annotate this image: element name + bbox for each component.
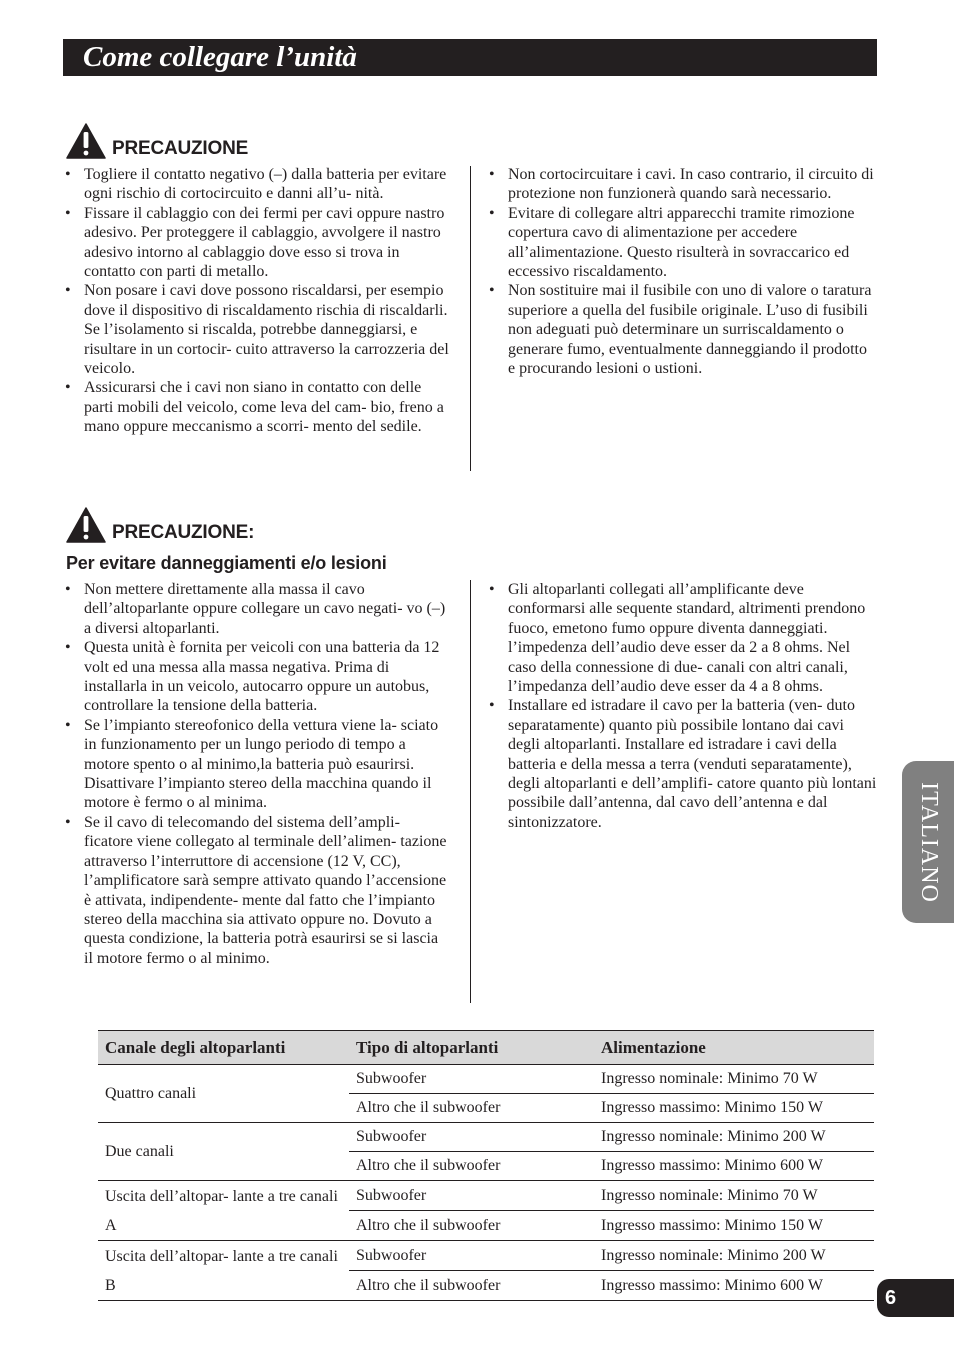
table-row [98,1181,874,1211]
speaker-type-cell: Altro che il subwoofer [349,1211,594,1241]
list-item: • Fissare il cablaggio con dei fermi per cavi oppure nastro adesivo. Per proteggere il cablaggio, avvolgere il nastro adesivo intorno al cablaggio dove esso si trova in contatto con parti di metallo. [64,204,450,282]
speaker-power-table [98,1030,874,1301]
power-cell: Ingresso massimo: Minimo 150 W [594,1094,874,1123]
caution-heading-2 [66,507,254,543]
channel-cell: Due canali [98,1123,349,1181]
caution-list-left [64,165,450,437]
power-cell: Ingresso massimo: Minimo 150 W [594,1211,874,1241]
list-item: • Installare ed istradare il cavo per la batteria (ven- duto separatamente) quanto più possibile lontano dai cavi degli altoparlanti. Installare ed istradare i cavi della batteria e della messa a terra (venduti separatamente), degli altoparlanti e dell’amplifi- catore quanto più lontani possibile dall’antenna, dal cavo dell’antenna e dal sintonizzatore. [488,696,878,832]
channel-cell: Uscita dell’altopar- lante a tre canali B [98,1241,349,1301]
caution-label: PRECAUZIONE [112,138,249,159]
list-item: • Non posare i cavi dove possono riscaldarsi, per esempio dove il dispositivo di riscaldamento rischia di riscaldarli. Se l’isolamento si riscalda, potrebbe danneggiarsi, e risultare in un cortocir- cuito attraverso la carrozzeria del veicolo. [64,281,450,378]
language-tab [902,761,954,923]
speaker-type-cell: Subwoofer [349,1123,594,1152]
power-cell: Ingresso nominale: Minimo 70 W [594,1181,874,1211]
list-item: • Assicurarsi che i cavi non siano in contatto con delle parti mobili del veicolo, come leva del cam- bio, freno a mano oppure meccanismo a scorri- mento del sedile. [64,378,450,436]
caution-label: PRECAUZIONE: [112,522,255,543]
column-header: Tipo di altoparlanti [349,1031,594,1065]
list-item: • Togliere il contatto negativo (–) dalla batteria per evitare ogni rischio di cortocircuito e danni all’u- nità. [64,165,450,204]
language-label: ITALIANO [915,781,942,903]
list-item: • Se il cavo di telecomando del sistema dell’ampli- ficatore viene collegato al terminale dell’alimen- tazione attraverso l’interruttore di accensione (12 V, CC), l’amplificatore sarà sempre attivato quando l’accensione è attivata, indipendente- mente dal fatto che l’impianto stereo della macchina sia attivato oppure no. Dovuto a questa condizione, la batteria potrà esaurirsi se si lascia il motore fermo o al minimo. [64,813,450,968]
caution-heading-1 [66,123,248,159]
table-row [98,1241,874,1271]
page-number: 6 [885,1287,897,1309]
column-header: Alimentazione [594,1031,874,1065]
caution-list-left [64,580,450,968]
warning-icon [66,123,106,159]
power-cell: Ingresso nominale: Minimo 70 W [594,1065,874,1094]
column-header: Canale degli altoparlanti [98,1031,349,1065]
list-item: • Evitare di collegare altri apparecchi tramite rimozione copertura cavo di alimentazione per accedere all’alimentazione. Questo risulterà in sovraccarico ed eccessivo riscaldamento. [488,204,878,282]
table-row [98,1123,874,1152]
title-bar [63,39,877,76]
page-title: Come collegare l’unità [83,41,357,73]
list-item: • Non sostituire mai il fusibile con uno di valore o taratura superiore a quella del fusibile originale. L’uso di fusibili non adeguati può determinare un surriscaldamento o generare fumo, eventualmente danneggiando il prodotto e procurando lesioni o ustioni. [488,281,878,378]
column-divider [470,166,471,471]
list-item: • Non mettere direttamente alla massa il cavo dell’altoparlante oppure collegare un cavo negati- vo (–) a diversi altoparlanti. [64,580,450,638]
power-cell: Ingresso massimo: Minimo 600 W [594,1271,874,1301]
speaker-type-cell: Altro che il subwoofer [349,1152,594,1181]
table-header-row [98,1031,874,1065]
list-item: • Non cortocircuitare i cavi. In caso contrario, il circuito di protezione non funzionerà quando sarà necessario. [488,165,878,204]
caution-list-right [488,165,878,378]
power-cell: Ingresso massimo: Minimo 600 W [594,1152,874,1181]
caution-subheading: Per evitare danneggiamenti e/o lesioni [66,553,387,573]
power-cell: Ingresso nominale: Minimo 200 W [594,1123,874,1152]
list-item: • Se l’impianto stereofonico della vettura viene la- sciato in funzionamento per un lungo periodo di tempo a motore spento o al minimo,la batteria può esaurirsi. Disattivare l’impianto stereo della macchina quando il motore è fermo o al minima. [64,716,450,813]
list-item: • Gli altoparlanti collegati all’amplificante deve conformarsi alle sequente standard, altrimenti prendono fuoco, emetono fumo oppure diventa danneggiati. l’impedenza dell’audio deve esser da 2 a 8 ohms. Nel caso della connessione di due- canali con altri canali, l’impedanza dell’audio deve esser da 4 a 8 ohms. [488,580,878,696]
page-number-tab [877,1279,954,1317]
speaker-type-cell: Subwoofer [349,1241,594,1271]
channel-cell: Uscita dell’altopar- lante a tre canali A [98,1181,349,1241]
speaker-type-cell: Altro che il subwoofer [349,1271,594,1301]
column-divider [470,580,471,1003]
speaker-type-cell: Subwoofer [349,1181,594,1211]
speaker-type-cell: Altro che il subwoofer [349,1094,594,1123]
table-row [98,1065,874,1094]
list-item: • Questa unità è fornita per veicoli con una batteria da 12 volt ed una messa alla massa negativa. Prima di installarla in un veicolo, autocarro oppure un autobus, controllare la tensione della batteria. [64,638,450,716]
caution-list-right [488,580,878,832]
channel-cell: Quattro canali [98,1065,349,1123]
power-cell: Ingresso nominale: Minimo 200 W [594,1241,874,1271]
speaker-type-cell: Subwoofer [349,1065,594,1094]
warning-icon [66,507,106,543]
